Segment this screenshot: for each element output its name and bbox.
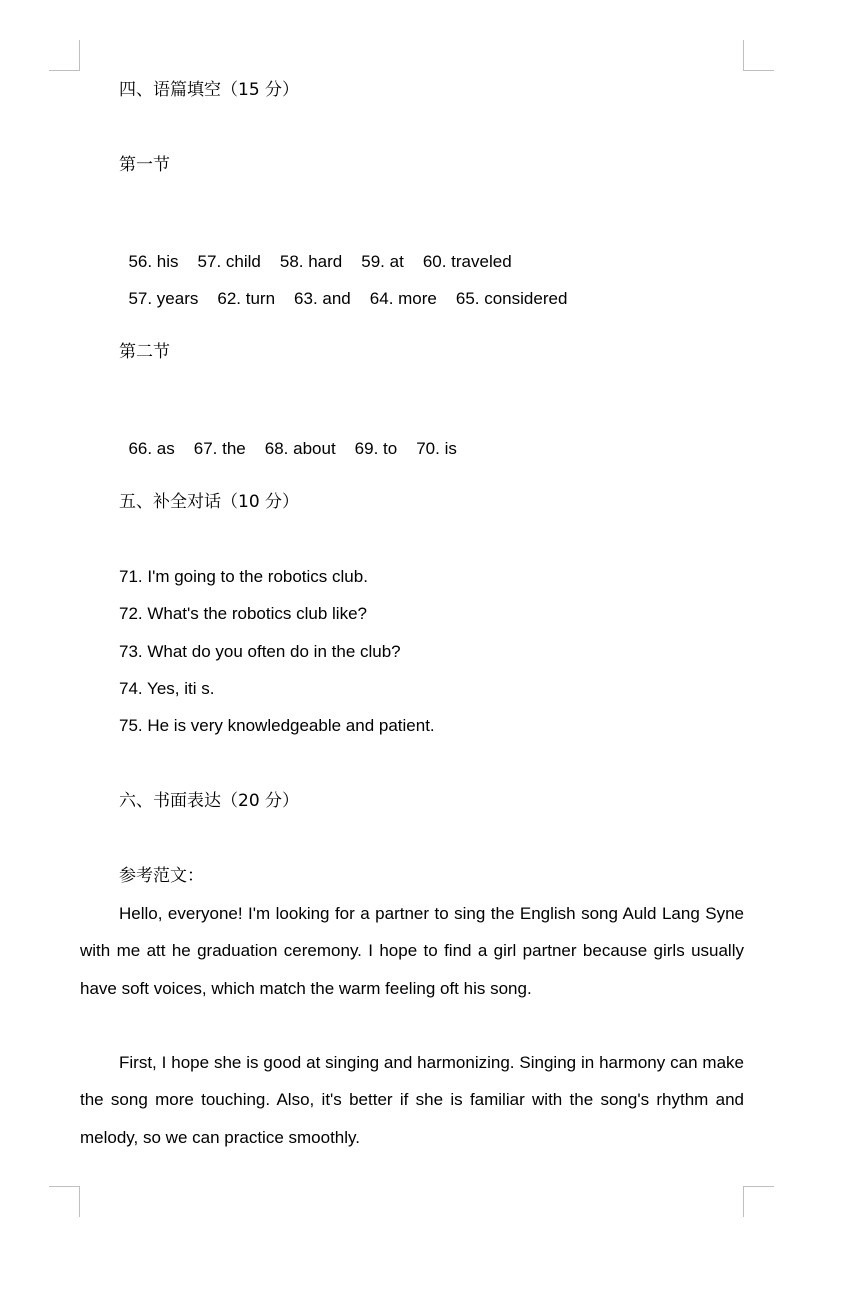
answer-61: 57. years <box>128 289 199 308</box>
answer-68: 68. about <box>264 439 336 458</box>
sample-essay-paragraph-2: First, I hope she is good at singing and harmonizing. Singing in harmony can make the song more touching. Also, it's better if she is familiar with the song's rhythm and melody, so we can practice smoothly. <box>80 1053 744 1147</box>
answer-57: 57. child <box>197 252 261 271</box>
sample-essay-label: 参考范文： <box>119 866 204 886</box>
sample-essay-paragraph-1: Hello, everyone! I'm looking for a partner to sing the English song Auld Lang Syne with me att he graduation ceremony. I hope to find a girl partner because girls usually have soft voices, which match the warm feeling oft his song. <box>80 904 744 998</box>
answer-72: 72. What's the robotics club like? <box>119 604 367 623</box>
answer-69: 69. to <box>354 439 398 458</box>
answer-62: 62. turn <box>217 289 276 308</box>
section4-part2-title: 第二节 <box>119 342 170 362</box>
answer-63: 63. and <box>294 289 351 308</box>
section6-title: 六、书面表达（20 分） <box>119 791 300 811</box>
answer-75: 75. He is very knowledgeable and patient. <box>119 716 435 735</box>
page-corner-mark-top-left <box>49 40 80 71</box>
answer-58: 58. hard <box>279 252 343 271</box>
answer-60: 60. traveled <box>422 252 512 271</box>
answer-56: 56. his <box>128 252 179 271</box>
page-corner-mark-bottom-left <box>49 1186 80 1217</box>
answer-74: 74. Yes, iti s. <box>119 679 215 698</box>
section4-title: 四、语篇填空（15 分） <box>119 80 300 100</box>
section5-title: 五、补全对话（10 分） <box>119 492 300 512</box>
answer-71: 71. I'm going to the robotics club. <box>119 567 368 586</box>
section4-part1-row2 <box>119 266 567 310</box>
page-corner-mark-bottom-right <box>743 1186 774 1217</box>
answer-73: 73. What do you often do in the club? <box>119 642 401 661</box>
answer-65: 65. considered <box>455 289 568 308</box>
answer-59: 59. at <box>361 252 404 271</box>
page-corner-mark-top-right <box>743 40 774 71</box>
answer-66: 66. as <box>128 439 175 458</box>
section4-part1-title: 第一节 <box>119 155 170 175</box>
section4-part2-row1 <box>119 416 457 460</box>
answer-70: 70. is <box>416 439 457 458</box>
answer-64: 64. more <box>369 289 437 308</box>
answer-67: 67. the <box>193 439 246 458</box>
